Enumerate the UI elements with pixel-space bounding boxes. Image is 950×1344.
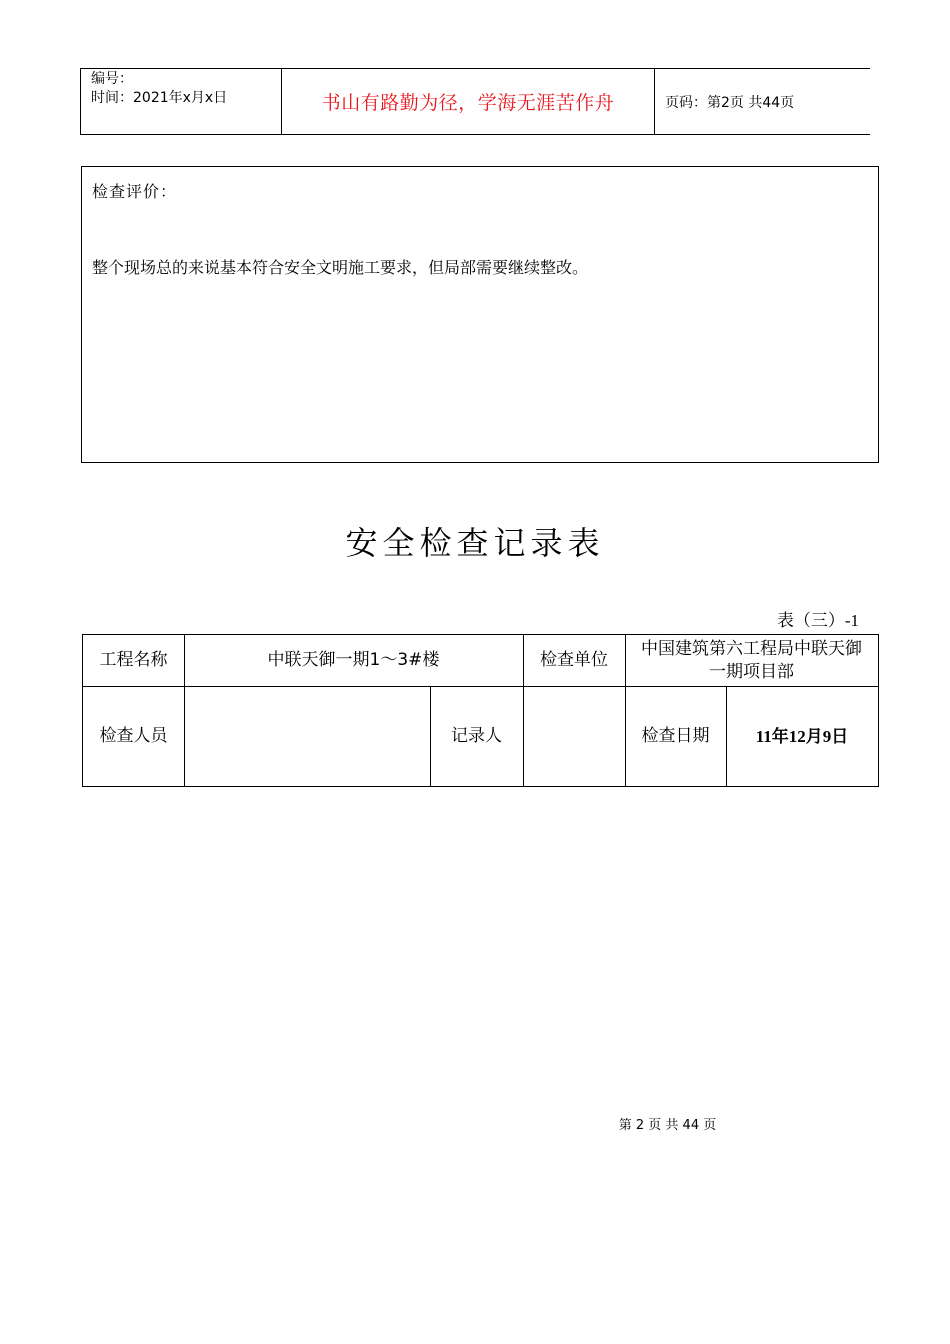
- inspection-date-label: 检查日期: [641, 725, 710, 746]
- date-label: 时间：2021年x月x日: [91, 90, 228, 106]
- table-number: 表（三）-1: [776, 611, 859, 630]
- recorder-value: [523, 686, 625, 786]
- evaluation-label: 检查评价：: [92, 182, 178, 201]
- inspection-date-value: 11年12月9日: [755, 726, 849, 746]
- header-table: [80, 68, 870, 135]
- inspection-unit-value: 中国建筑第六工程局中联天御一期项目部: [641, 638, 862, 682]
- header-page-code: 页码：第2页 共44页: [665, 94, 795, 111]
- project-name-value: 中联天御一期1～3#楼: [267, 650, 440, 670]
- project-name-label: 工程名称: [99, 650, 168, 670]
- header-meta: [81, 69, 282, 134]
- inspector-label: 检查人员: [99, 725, 168, 746]
- evaluation-box: [81, 166, 879, 463]
- record-table: [82, 634, 879, 787]
- recorder-label: 记录人: [451, 725, 502, 746]
- evaluation-text: 整个现场总的来说基本符合安全文明施工要求，但局部需要继续整改。: [92, 258, 589, 277]
- inspection-unit-label: 检查单位: [540, 650, 608, 670]
- page-title: 安全检查记录表: [345, 524, 605, 562]
- header-motto: 书山有路勤为径，学海无涯苦作舟: [282, 69, 655, 134]
- page-footer: 第 2 页 共 44 页: [618, 1118, 717, 1133]
- number-label: 编号：: [91, 71, 133, 87]
- inspector-value: [184, 686, 430, 786]
